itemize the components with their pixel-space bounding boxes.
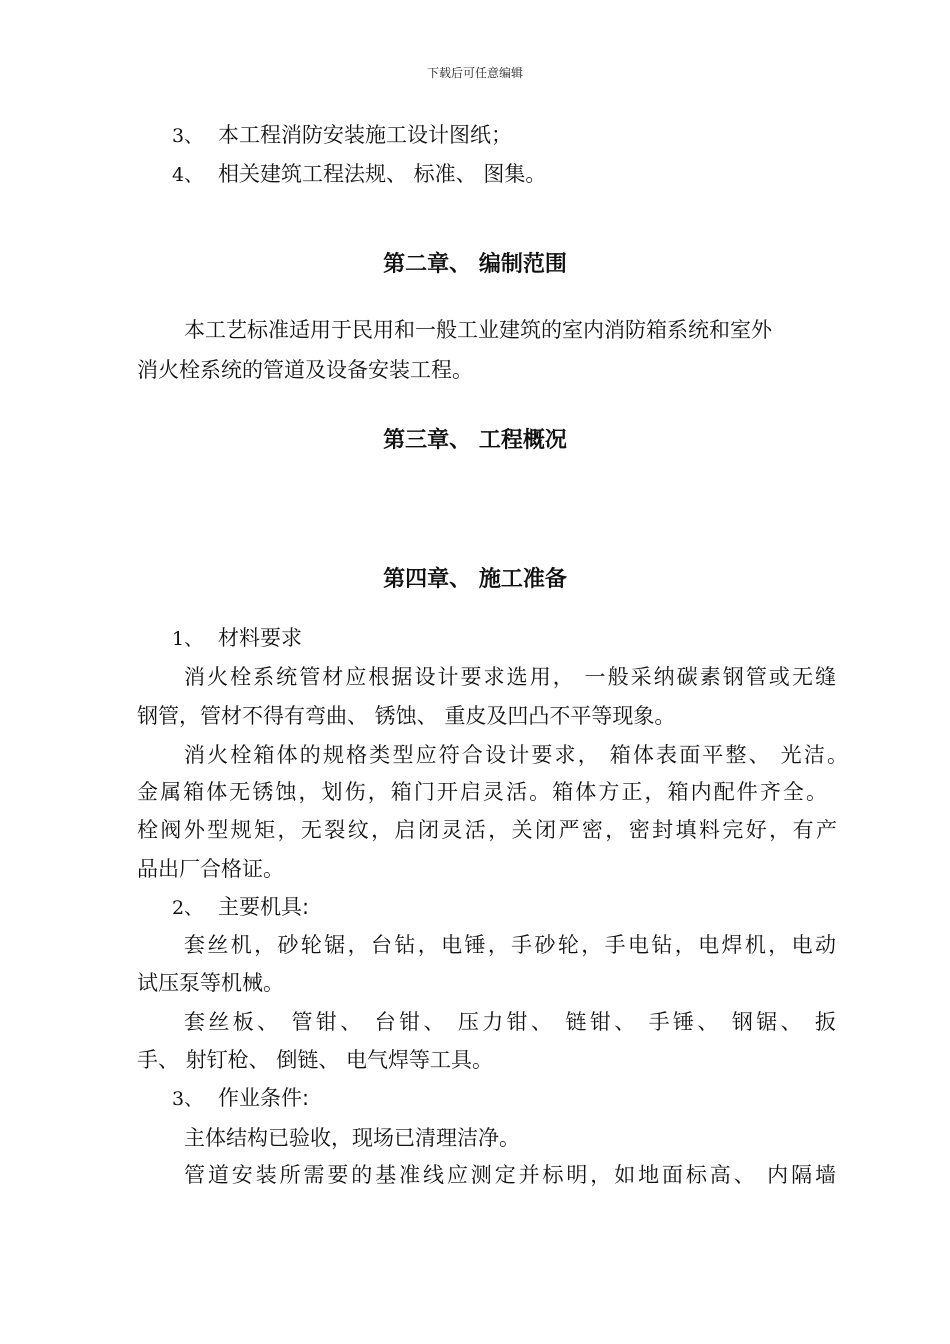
list-number: 3、: [172, 1088, 204, 1110]
paragraph-line: 主体结构已验收，现场已清理洁净。: [184, 1126, 520, 1150]
list-number: 1、: [172, 628, 204, 650]
chapter-2-heading: 第二章、 编制范围: [383, 252, 567, 277]
paragraph-line: 手、 射钉枪、 倒链、 电气焊等工具。: [137, 1048, 494, 1072]
paragraph-line: 钢管，管材不得有弯曲、 锈蚀、 重皮及凹凸不平等现象。: [137, 704, 676, 728]
list-text: 相关建筑工程法规、 标准、 图集。: [218, 162, 547, 186]
list-item: [172, 1084, 872, 1113]
paragraph-line: 套丝板、 管钳、 台钳、 压力钳、 链钳、 手锤、 钢锯、 扳: [184, 1010, 836, 1034]
paragraph-line: 消火栓箱体的规格类型应符合设计要求， 箱体表面平整、 光洁。: [184, 743, 848, 767]
list-number: 3、: [172, 125, 204, 147]
paragraph-line: 管道安装所需要的基准线应测定并标明，如地面标高、 内隔墙: [184, 1163, 836, 1187]
list-item: [172, 160, 872, 189]
list-text: 作业条件:: [218, 1086, 310, 1110]
list-number: 4、: [172, 164, 204, 186]
paragraph-line: 消火栓系统的管道及设备安装工程。: [137, 358, 473, 382]
paragraph-line: 套丝机，砂轮锯，台钻，电锤，手砂轮，手电钻，电焊机，电动: [184, 933, 836, 957]
list-number: 2、: [172, 897, 204, 919]
paragraph-line: 试压泵等机械。: [137, 971, 284, 995]
list-item: [172, 121, 872, 150]
paragraph-line: 金属箱体无锈蚀，划伤，箱门开启灵活。箱体方正，箱内配件齐全。: [137, 780, 827, 804]
paragraph-line: 栓阀外型规矩，无裂纹，启闭灵活，关闭严密，密封填料完好，有产: [137, 818, 837, 842]
list-item: [172, 893, 872, 922]
page-header-note: 下载后可任意编辑: [426, 66, 523, 80]
list-text: 主要机具:: [218, 895, 310, 919]
paragraph-line: 消火栓系统管材应根据设计要求选用， 一般采纳碳素钢管或无缝: [184, 665, 836, 689]
paragraph-line: 品出厂合格证。: [137, 857, 284, 881]
chapter-3-heading: 第三章、 工程概况: [383, 428, 567, 453]
list-item: [172, 624, 872, 653]
list-text: 本工程消防安装施工设计图纸；: [218, 123, 512, 147]
list-text: 材料要求: [218, 626, 302, 650]
chapter-4-heading: 第四章、 施工准备: [383, 567, 567, 592]
paragraph-line: 本工艺标准适用于民用和一般工业建筑的室内消防箱系统和室外: [184, 318, 772, 342]
